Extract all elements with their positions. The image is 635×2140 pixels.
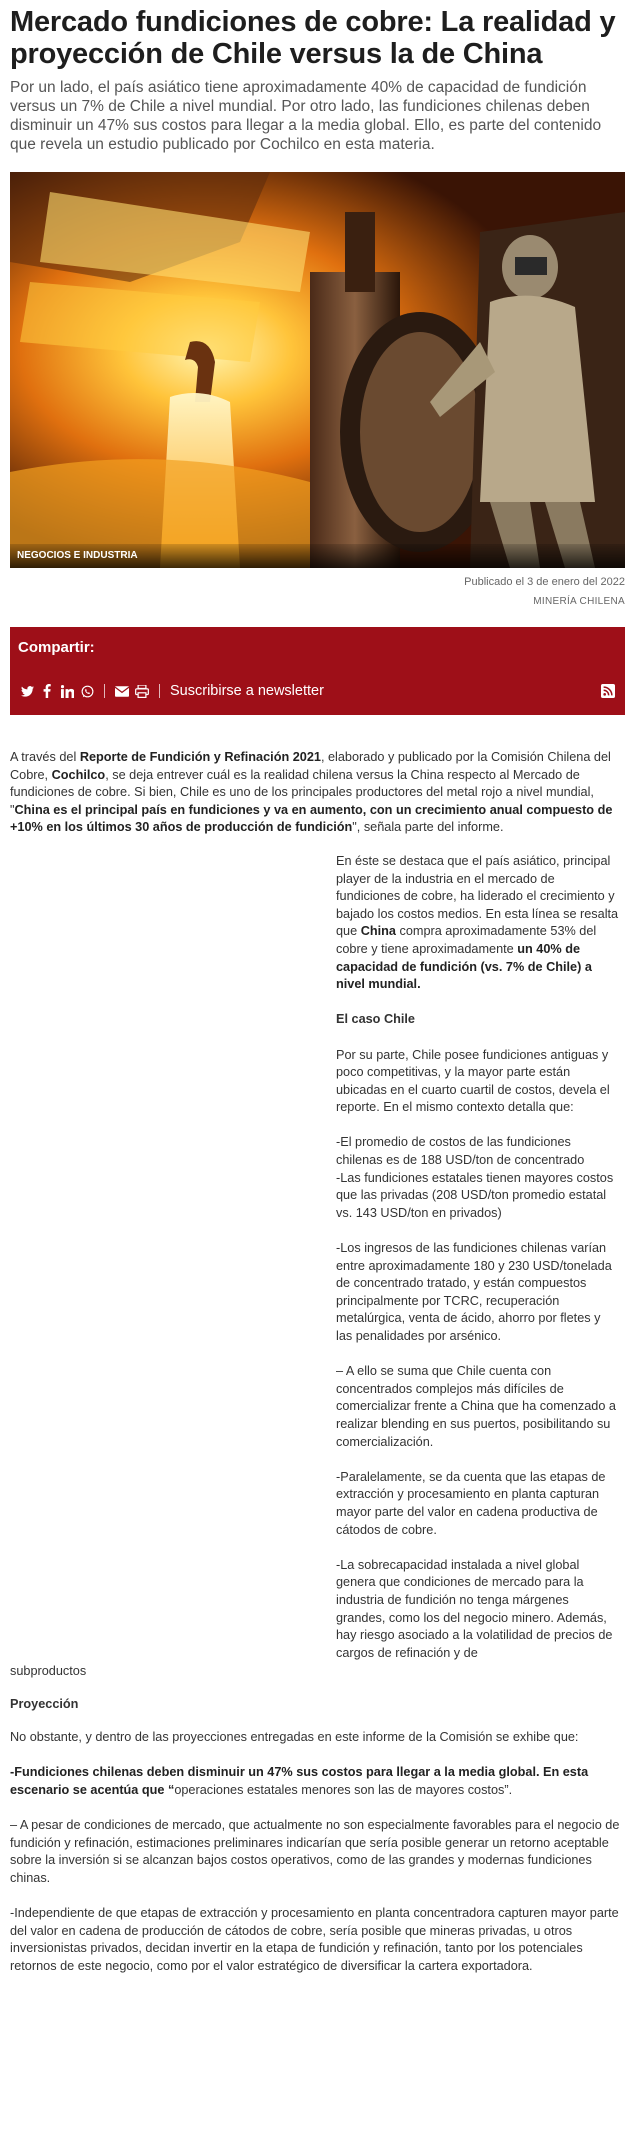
list-overcapacity: -La sobrecapacidad instalada a nivel global genera que condiciones de mercado para la industria de fundición no tenga márgenes grandes, como los del negocio minero. Además, hay riesgo asociado a la volatilidad de precios de cargos de refinación y de [336,1557,613,1660]
bold-run: China es el principal país en fundiciones y va en aumento, con un crecimiento anual compuesto de +10% en los últimos 30 años de producción de fundición [10,802,613,835]
share-box [10,627,625,715]
text-run: compra aproximadamente 53% del cobre y tiene aproximadamente [336,924,597,956]
rss-icon[interactable] [601,684,615,698]
paragraph-projection: No obstante, y dentro de las proyecciones entregadas en este informe de la Comisión se exhibe que: [10,1730,579,1745]
list-concentrates: – A ello se suma que Chile cuenta con concentrados complejos más difíciles de comercializar frente a China que ha comenzado a realizar blending en sus puertos, posibilitando su comercialización. [336,1364,616,1449]
list-income: -Los ingresos de las fundiciones chilenas varían entre aproximadamente 180 y 230 USD/tonelada de concentrado tratado, y están compuestos principalmente por TCRC, recuperación metalúrgica, venta de ácido, ahorro por fletes y las penalidades por arsénico. [336,1241,612,1343]
paragraph-returns: – A pesar de condiciones de mercado, que actualmente no son especialmente favorables para el negocio de fundición y refinación, estimaciones preliminares indicarían que sería posible generar un retorno aceptable sobre la inversión si se alcanzan bajos costos operativos, como de las grandes y modernas fundiciones chinas. [10,1818,620,1885]
paragraph-cost-reduction [0,1764,635,1799]
bold-run: -Fundiciones chilenas deben disminuir un 47% sus costos para llegar a la media global. En esta escenario se acentúa que “ [10,1765,589,1797]
paragraph-investment: -Independiente de que etapas de extracción y procesamiento en planta concentradora capturen mayor parte del valor en cadena de producción de cátodos de cobre, sería posible que mineras privadas, u otros inversionistas privados, decidan invertir en la etapa de fundición y refinación, tanto por los potenciales retornos de este negocio, como por el valor estratégico de diversificar la cartera exportadora. [10,1906,619,1973]
facebook-icon[interactable] [38,683,56,699]
article-source: MINERÍA CHILENA [533,596,625,607]
paragraph-intro [0,749,635,837]
publish-date: Publicado el 3 de enero del 2022 [464,576,625,588]
bold-run: Cochilco [51,767,106,782]
article-lead: Por un lado, el país asiático tiene aproximadamente 40% de capacidad de fundición versus un 7% de Chile a nivel mundial. Por otro lado, las fundiciones chilenas deben disminuir un 47% sus costos para llegar a la media global. Ello, es parte del contenido que revela un estudio publicado por Cochilco en esta materia. [10,79,602,153]
text-run: A través del [10,750,80,764]
smelter-photo [10,172,625,568]
text-run: ", señala parte del informe. [352,820,504,835]
category-tag[interactable]: NEGOCIOS E INDUSTRIA [10,544,625,568]
newsletter-link[interactable]: Suscribirse a newsletter [170,683,324,699]
share-divider [104,684,105,698]
list-item: -El promedio de costos de las fundiciones chilenas es de 188 USD/ton de concentrado [336,1135,585,1168]
email-icon[interactable] [113,683,131,699]
text-run: operaciones estatales menores son las de mayores costos [174,1782,505,1797]
text-run: , elaborado y publicado por la Comisión Chilena del Cobre, [10,750,611,782]
text-run: ”. [504,1782,513,1797]
twitter-icon[interactable] [18,683,36,699]
list-item: -Las fundiciones estatales tienen mayores costos que las privadas (208 USD/ton promedio estatal vs. 143 USD/ton en privados) [336,1170,614,1220]
share-divider-2 [159,684,160,698]
hero-image [10,172,625,568]
bold-run: Reporte de Fundición y Refinación 2021 [79,750,321,764]
share-row [18,681,324,701]
list-costs [336,1134,620,1222]
share-title: Compartir: [18,639,95,656]
bold-run: China [360,924,396,939]
list-overcapacity-tail: subproductos [10,1663,87,1678]
article-title: Mercado fundiciones de cobre: La realidad y proyección de Chile versus la de China [10,6,616,70]
print-icon[interactable] [133,683,151,699]
heading-projection: Proyección [10,1697,79,1712]
heading-chile: El caso Chile [336,1012,415,1027]
right-column [10,853,625,1662]
bold-run: un 40% de capacidad de fundición (vs. 7% de Chile) a nivel mundial. [336,941,592,992]
text-run: , se deja entrever cuál es la realidad chilena versus la China respecto al Mercado de fundiciones de cobre. Si bien, Chile es uno de los principales productores del metal rojo a nivel mundial, " [10,767,594,817]
linkedin-icon[interactable] [58,683,76,699]
text-run: En éste se destaca que el país asiático, principal player de la industria en el mercado de fundiciones de cobre, ha liderado el crecimiento y bajado los costos medios. En esta línea se resalta que [336,853,619,939]
paragraph-china [336,853,620,994]
whatsapp-icon[interactable] [78,683,96,699]
paragraph-chile: Por su parte, Chile posee fundiciones antiguas y poco competitivas, y la mayor parte están ubicadas en el cuarto cuartil de costos, devela el reporte. En el mismo contexto detalla que: [336,1047,610,1115]
list-value-chain: -Paralelamente, se da cuenta que las etapas de extracción y procesamiento en planta capturan mayor parte del valor en cadena productiva de cátodos de cobre. [336,1469,606,1537]
